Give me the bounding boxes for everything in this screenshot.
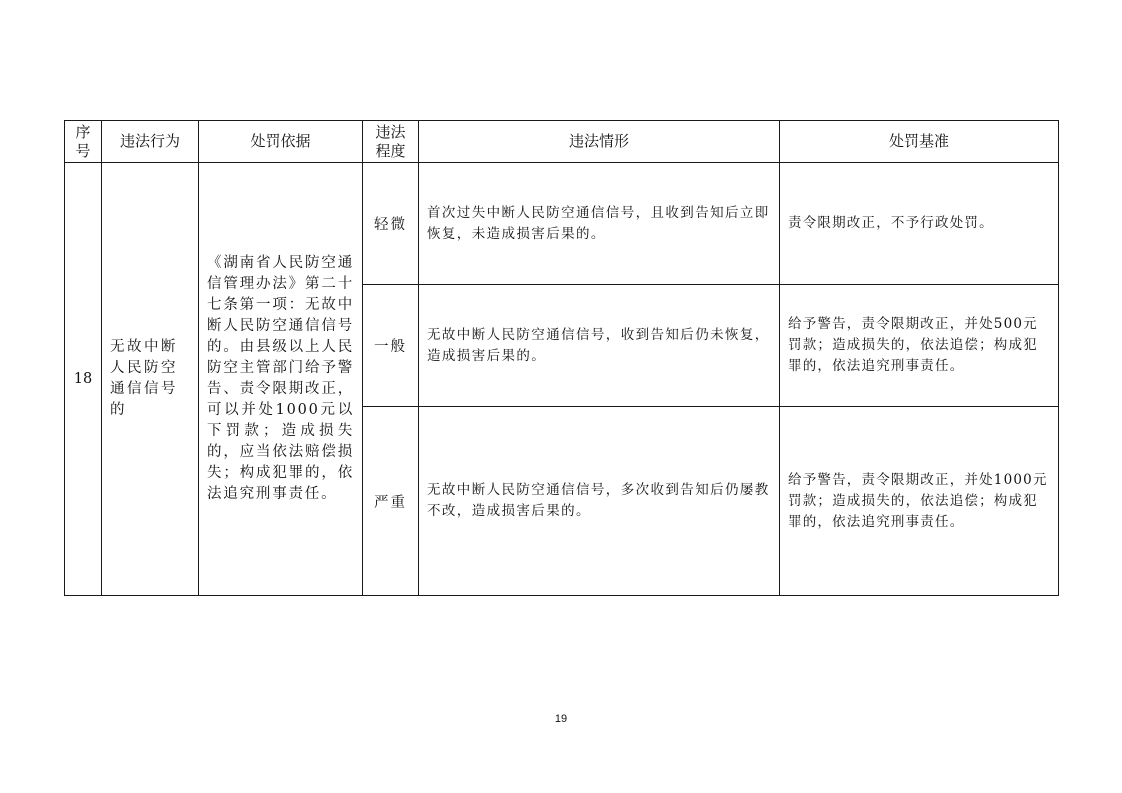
level-circumstance: 首次过失中断人民防空通信信号，且收到告知后立即恢复，未造成损害后果的。 xyxy=(419,163,780,285)
level-standard: 给予警告，责令限期改正，并处1000元罚款；造成损失的，依法追偿；构成犯罪的，依法追究刑事责任。 xyxy=(780,407,1059,596)
row-basis: 《湖南省人民防空通信管理办法》第二十七条第一项：无故中断人民防空通信信号的。由县级以上人民防空主管部门给予警告、责令限期改正，可以并处1000元以下罚款；造成损失的，应当依法赔偿损失；构成犯罪的，依法追究刑事责任。 xyxy=(199,163,363,596)
header-degree: 违法程度 xyxy=(363,121,419,163)
row-seq: 18 xyxy=(65,163,102,596)
level-standard: 责令限期改正，不予行政处罚。 xyxy=(780,163,1059,285)
header-act: 违法行为 xyxy=(102,121,199,163)
level-circumstance: 无故中断人民防空通信信号，收到告知后仍未恢复，造成损害后果的。 xyxy=(419,285,780,407)
header-standard: 处罚基准 xyxy=(780,121,1059,163)
table-row xyxy=(65,163,1059,285)
header-row xyxy=(65,121,1059,163)
level-degree: 一般 xyxy=(363,285,419,407)
header-basis: 处罚依据 xyxy=(199,121,363,163)
row-act: 无故中断人民防空通信信号的 xyxy=(102,163,199,596)
level-degree: 轻微 xyxy=(363,163,419,285)
level-standard: 给予警告，责令限期改正，并处500元罚款；造成损失的，依法追偿；构成犯罪的，依法追究刑事责任。 xyxy=(780,285,1059,407)
penalty-table xyxy=(64,120,1059,596)
header-seq: 序号 xyxy=(65,121,102,163)
page-number: 19 xyxy=(554,713,568,725)
level-degree: 严重 xyxy=(363,407,419,596)
header-circumstance: 违法情形 xyxy=(419,121,780,163)
level-circumstance: 无故中断人民防空通信信号，多次收到告知后仍屡教不改，造成损害后果的。 xyxy=(419,407,780,596)
